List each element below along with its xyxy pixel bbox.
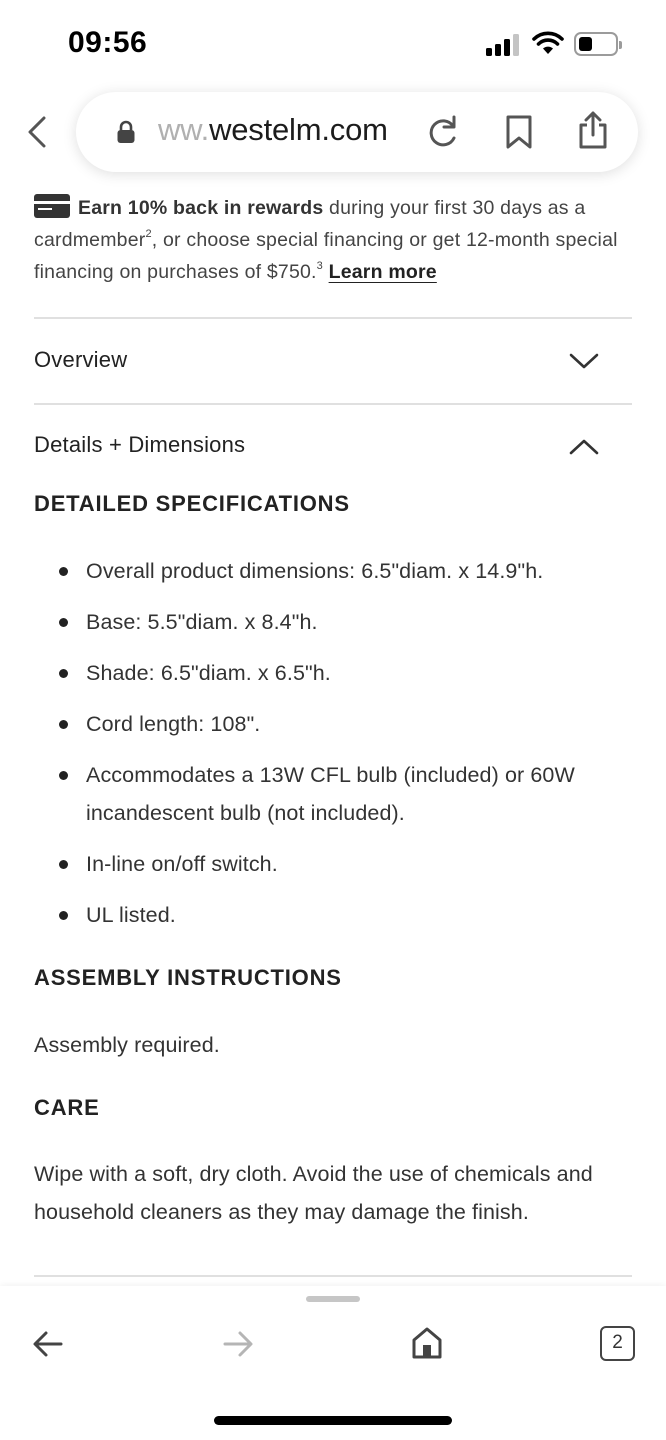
cellular-signal-icon: [486, 34, 522, 56]
bookmark-icon[interactable]: [504, 114, 534, 150]
url-domain: westelm.com: [209, 112, 388, 147]
home-icon[interactable]: [410, 1326, 444, 1360]
rewards-text-1: during your first 30 days as a cardmember: [34, 197, 586, 251]
list-item: Accommodates a 13W CFL bulb (included) or 60W incandescent bulb (not included).: [34, 756, 634, 832]
rewards-text-2: , or choose special financing or get 12-month special financing on purchases of $750.: [34, 229, 618, 283]
care-heading: CARE: [34, 1095, 100, 1120]
arrow-right-icon[interactable]: [222, 1330, 254, 1358]
list-item: Base: 5.5"diam. x 8.4"h.: [34, 603, 634, 641]
chevron-down-icon[interactable]: [568, 352, 600, 370]
rewards-headline: Earn 10% back in rewards: [78, 197, 324, 219]
share-icon[interactable]: [576, 110, 610, 150]
detailed-specs-heading: DETAILED SPECIFICATIONS: [34, 491, 350, 516]
footnote-3: 3: [316, 260, 323, 272]
rewards-promo: [34, 192, 634, 288]
arrow-left-icon[interactable]: [32, 1330, 64, 1358]
toolbar-handle[interactable]: [306, 1296, 360, 1302]
divider: [34, 403, 632, 405]
battery-icon: [574, 32, 618, 56]
spec-list: [34, 552, 634, 947]
wifi-icon: [532, 30, 564, 56]
divider: [34, 317, 632, 319]
list-item: Overall product dimensions: 6.5"diam. x 14.9"h.: [34, 552, 634, 590]
divider: [34, 1275, 632, 1277]
assembly-heading: ASSEMBLY INSTRUCTIONS: [34, 965, 342, 990]
credit-card-icon: [34, 194, 70, 218]
list-item: Cord length: 108".: [34, 705, 634, 743]
assembly-text: Assembly required.: [34, 1033, 220, 1057]
care-text: Wipe with a soft, dry cloth. Avoid the use of chemicals and household cleaners as they may damage the finish.: [34, 1162, 593, 1224]
status-bar: [0, 0, 666, 88]
list-item: Shade: 6.5"diam. x 6.5"h.: [34, 654, 634, 692]
home-indicator[interactable]: [214, 1416, 452, 1425]
chevron-up-icon[interactable]: [568, 438, 600, 456]
accordion-details-title[interactable]: Details + Dimensions: [34, 432, 246, 457]
address-bar[interactable]: [76, 92, 638, 172]
tabs-button[interactable]: 2: [600, 1326, 635, 1361]
learn-more-link[interactable]: Learn more: [328, 261, 437, 283]
footnote-2: 2: [145, 228, 152, 240]
accordion-overview-title[interactable]: Overview: [34, 347, 128, 372]
url-prefix: ww.: [158, 112, 210, 147]
list-item: In-line on/off switch.: [34, 845, 634, 883]
lock-icon: [116, 120, 136, 144]
browser-toolbar: [0, 1286, 666, 1440]
chevron-left-icon[interactable]: [24, 114, 50, 150]
reload-icon[interactable]: [426, 114, 460, 150]
status-time: 09:56: [68, 26, 148, 59]
url-text[interactable]: [158, 112, 388, 148]
list-item: UL listed.: [34, 896, 634, 934]
